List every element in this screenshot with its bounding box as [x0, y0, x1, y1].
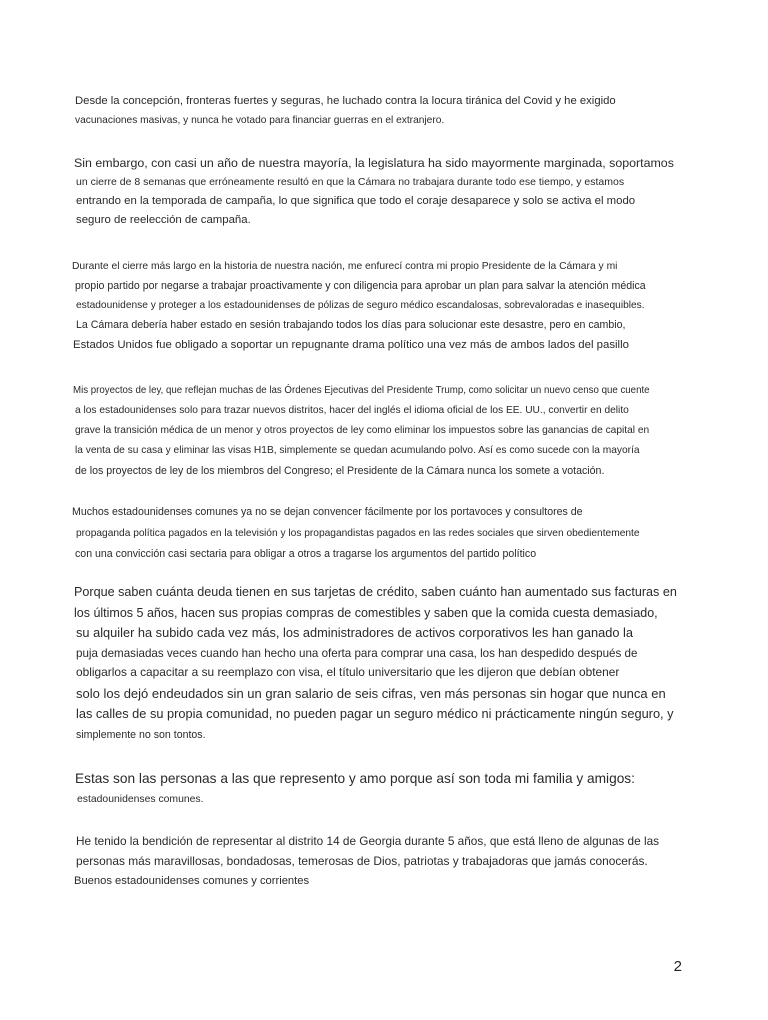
paragraph-line: vacunaciones masivas, y nunca he votado para financiar guerras en el extranjero. [75, 115, 445, 127]
paragraph-5 [72, 507, 702, 559]
paragraph-line: estadounidenses comunes. [77, 793, 204, 805]
paragraph-line: su alquiler ha subido cada vez más, los administradores de activos corporativos les han ganado la [76, 625, 633, 641]
paragraph-line: simplemente no son tontos. [76, 729, 206, 742]
paragraph-line: a los estadounidenses solo para trazar nuevos distritos, hacer del inglés el idioma oficial de los EE. UU., convertir en delito [75, 404, 629, 416]
paragraph-line: entrando en la temporada de campaña, lo que significa que todo el coraje desaparece y solo se activa el modo [76, 194, 636, 207]
paragraph-1 [72, 96, 702, 127]
paragraph-line: un cierre de 8 semanas que erróneamente resultó en que la Cámara no trabajara durante todo ese tiempo, y estamos [76, 176, 625, 189]
paragraph-line: seguro de reelección de campaña. [76, 214, 251, 227]
paragraph-line: Porque saben cuánta deuda tienen en sus tarjetas de crédito, saben cuánto han aumentado sus facturas en [74, 585, 677, 599]
paragraph-line: Mis proyectos de ley, que reflejan muchas de las Órdenes Ejecutivas del Presidente Trump, como solicitar un nuevo censo que cuente [73, 385, 650, 396]
paragraph-line: Muchos estadounidenses comunes ya no se dejan convencer fácilmente por los portavoces y consultores de [72, 506, 583, 518]
paragraph-line: Durante el cierre más largo en la historia de nuestra nación, me enfurecí contra mi propio Presidente de la Cámara y mi [72, 261, 618, 272]
paragraph-2 [72, 157, 702, 227]
paragraph-line: propaganda política pagados en la televisión y los propagandistas pagados en las redes sociales que sirven obedientemente [76, 527, 640, 539]
paragraph-line: la venta de su casa y eliminar las visas H1B, simplemente se quedan acumulando polvo. Así es como sucede con la mayoría [75, 445, 640, 457]
paragraph-line: puja demasiadas veces cuando han hecho una oferta para comprar una casa, los han despedido después de [76, 646, 638, 660]
paragraph-3 [72, 262, 702, 351]
paragraph-line: Buenos estadounidenses comunes y corrientes [74, 874, 310, 887]
paragraph-line: con una convicción casi sectaria para obligar a otros a tragarse los argumentos del partido político [75, 547, 537, 560]
paragraph-line: La Cámara debería haber estado en sesión trabajando todos los días para solucionar este desastre, pero en cambio, [76, 319, 626, 332]
page-number: 2 [673, 958, 682, 975]
paragraph-line: Estados Unidos fue obligado a soportar un repugnante drama político una vez más de ambos lados del pasillo [73, 338, 629, 351]
paragraph-8 [72, 836, 702, 887]
paragraph-line: estadounidense y proteger a los estadounidenses de pólizas de seguro médico escandalosas, sobrevaloradas e inasequibles. [76, 299, 645, 311]
paragraph-line: personas más maravillosas, bondadosas, temerosas de Dios, patriotas y trabajadoras que jamás conocerás. [76, 853, 648, 868]
paragraph-line: propio partido por negarse a trabajar proactivamente y con diligencia para aprobar un plan para salvar la atención médica [75, 280, 646, 293]
paragraph-4 [72, 386, 702, 477]
paragraph-line: solo los dejó endeudados sin un gran salario de seis cifras, ven más personas sin hogar que nunca en [76, 686, 666, 702]
paragraph-line: He tenido la bendición de representar al distrito 14 de Georgia durante 5 años, que está lleno de algunas de las [76, 834, 660, 848]
paragraph-line: Sin embargo, con casi un año de nuestra mayoría, la legislatura ha sido mayormente marginada, soportamos [74, 156, 674, 170]
paragraph-line: las calles de su propia comunidad, no pueden pagar un seguro médico ni prácticamente ningún seguro, y [76, 706, 674, 722]
paragraph-line: de los proyectos de ley de los miembros del Congreso; el Presidente de la Cámara nunca los somete a votación. [75, 465, 605, 478]
paragraph-line: obligarlos a capacitar a su reemplazo con visa, el título universitario que les dijeron que debían obtener [76, 665, 620, 680]
paragraph-line: los últimos 5 años, hacen sus propias compras de comestibles y saben que la comida cuesta demasiado, [74, 605, 658, 620]
paragraph-line: Desde la concepción, fronteras fuertes y seguras, he luchado contra la locura tiránica del Covid y he exigido [75, 95, 616, 107]
paragraph-line: Estas son las personas a las que represento y amo porque así son toda mi familia y amigos: [75, 771, 635, 786]
paragraph-line: grave la transición médica de un menor y otros proyectos de ley como eliminar los impuestos sobre las ganancias de capital en [75, 424, 650, 436]
paragraph-7 [72, 772, 702, 805]
paragraph-6 [72, 586, 702, 741]
